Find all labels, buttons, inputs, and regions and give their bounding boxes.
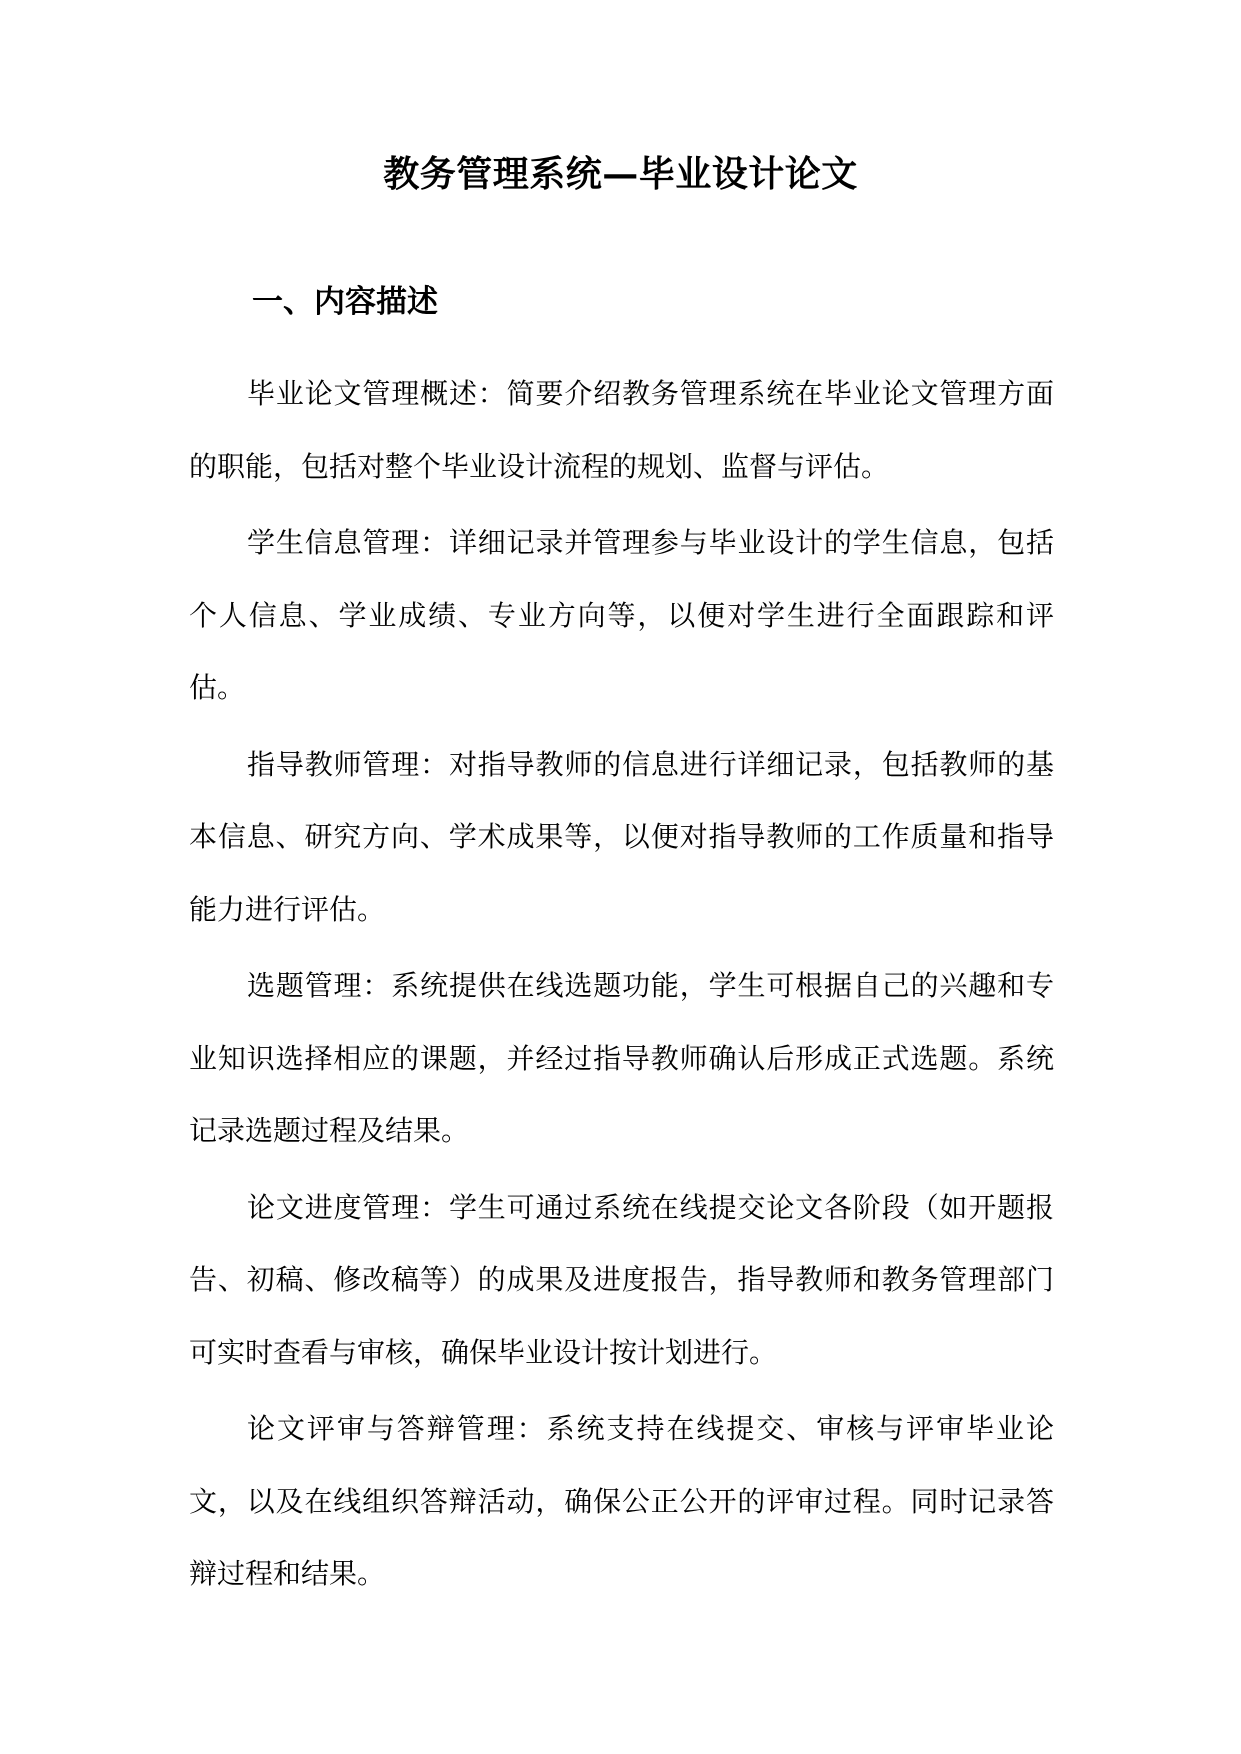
paragraph-advisor-management: 指导教师管理：对指导教师的信息进行详细记录，包括教师的基本信息、研究方向、学术成果等，以便对指导教师的工作质量和指导能力进行评估。 bbox=[189, 747, 1054, 926]
paragraph-review-defense: 论文评审与答辩管理：系统支持在线提交、审核与评审毕业论文，以及在线组织答辩活动，确保公正公开的评审过程。同时记录答辩过程和结果。 bbox=[189, 1412, 1054, 1590]
paragraph-thesis-overview: 毕业论文管理概述：简要介绍教务管理系统在毕业论文管理方面的职能，包括对整个毕业设计流程的规划、监督与评估。 bbox=[189, 377, 1054, 483]
paragraph-topic-selection: 选题管理：系统提供在线选题功能，学生可根据自己的兴趣和专业知识选择相应的课题，并经过指导教师确认后形成正式选题。系统记录选题过程及结果。 bbox=[189, 969, 1054, 1147]
paragraph-student-info: 学生信息管理：详细记录并管理参与毕业设计的学生信息，包括个人信息、学业成绩、专业方向等，以便对学生进行全面跟踪和评估。 bbox=[189, 526, 1054, 704]
section-heading: 一、内容描述 bbox=[252, 284, 438, 320]
document-title: 教务管理系统—毕业设计论文 bbox=[383, 153, 858, 195]
paragraph-progress-management: 论文进度管理：学生可通过系统在线提交论文各阶段（如开题报告、初稿、修改稿等）的成果及进度报告，指导教师和教务管理部门可实时查看与审核，确保毕业设计按计划进行。 bbox=[189, 1190, 1054, 1369]
document-body bbox=[189, 358, 1054, 1615]
